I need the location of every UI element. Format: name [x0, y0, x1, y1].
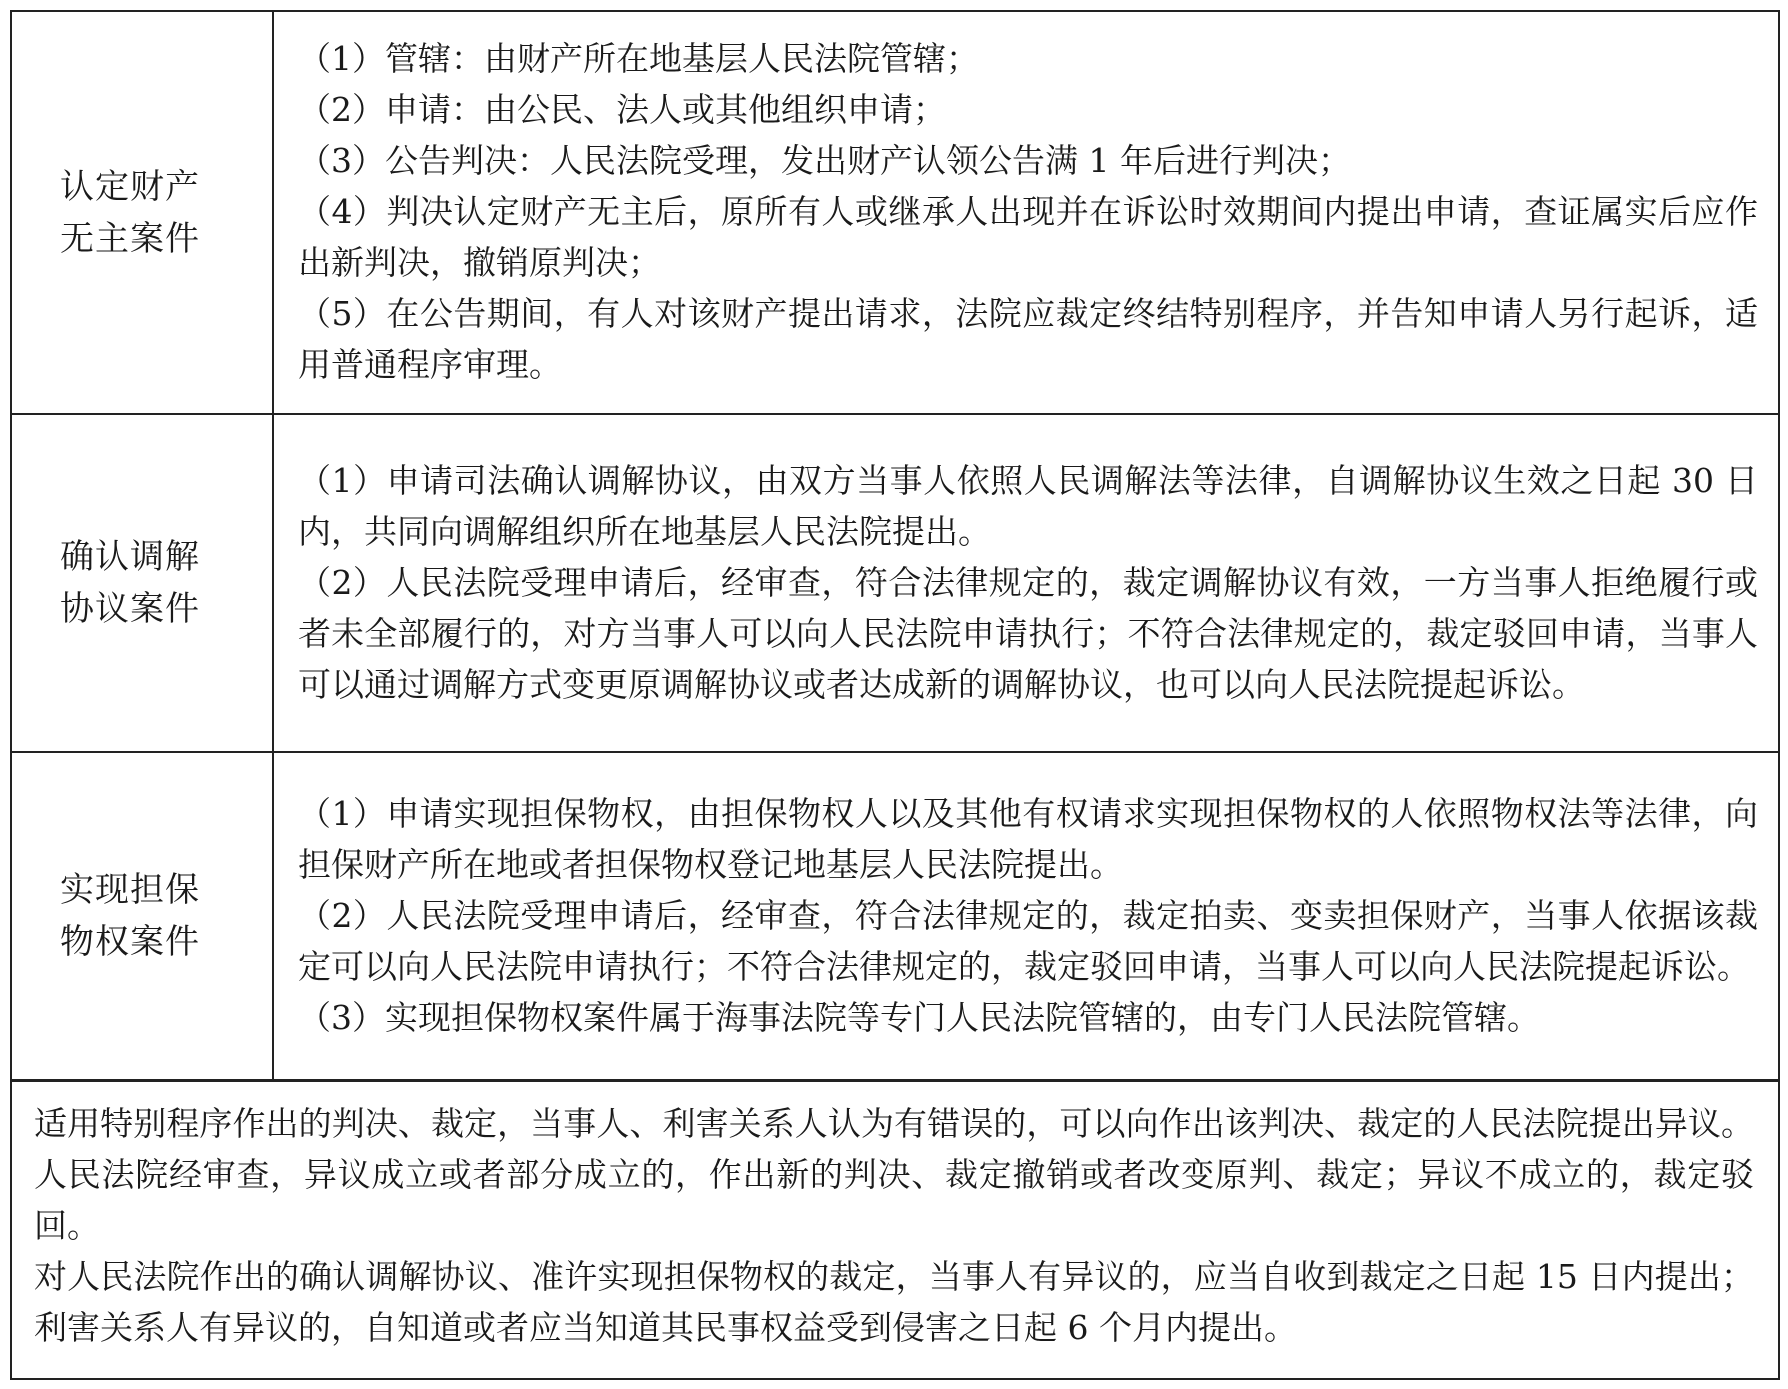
note-paragraph: 对人民法院作出的确认调解协议、准许实现担保物权的裁定，当事人有异议的，应当自收到裁定之日起 15 日内提出；利害关系人有异议的，自知道或者应当知道其民事权益受到侵害之日起 6 个月内提出。: [34, 1257, 1754, 1347]
list-item: （4）判决认定财产无主后，原所有人或继承人出现并在诉讼时效期间内提出申请，查证属实后应作出新判决，撤销原判决；: [298, 192, 1758, 282]
table-row: [12, 414, 1778, 752]
row-label-line: 协议案件: [60, 589, 200, 629]
list-item: （1）管辖：由财产所在地基层人民法院管辖；: [298, 39, 979, 78]
special-procedure-grid: [12, 12, 1778, 1081]
list-item: （2）人民法院受理申请后，经审查，符合法律规定的，裁定拍卖、变卖担保财产，当事人依据该裁定可以向人民法院申请执行；不符合法律规定的，裁定驳回申请，当事人可以向人民法院提起诉讼。: [298, 895, 1758, 986]
table-row: [12, 752, 1778, 1080]
procedure-table: [10, 10, 1780, 1380]
row-label: [12, 752, 273, 1080]
row-label-line: 实现担保: [60, 870, 200, 910]
row-content: [273, 414, 1778, 752]
table-row: [12, 12, 1778, 414]
row-content: [273, 752, 1778, 1080]
row-label-line: 确认调解: [60, 537, 200, 577]
list-item: （2）申请：由公民、法人或其他组织申请；: [298, 90, 946, 129]
note-paragraph: 适用特别程序作出的判决、裁定，当事人、利害关系人认为有错误的，可以向作出该判决、裁定的人民法院提出异议。人民法院经审查，异议成立或者部分成立的，作出新的判决、裁定撤销或者改变原判、裁定；异议不成立的，裁定驳回。: [34, 1104, 1754, 1245]
row-content: [273, 12, 1778, 414]
objection-note: [12, 1080, 1778, 1378]
row-label-line: 无主案件: [60, 218, 200, 259]
list-item: （2）人民法院受理申请后，经审查，符合法律规定的，裁定调解协议有效，一方当事人拒绝履行或者未全部履行的，对方当事人可以向人民法院申请执行；不符合法律规定的，裁定驳回申请，当事人可以通过调解方式变更原调解协议或者达成新的调解协议，也可以向人民法院提起诉讼。: [298, 562, 1758, 704]
list-item: （1）申请实现担保物权，由担保物权人以及其他有权请求实现担保物权的人依照物权法等法律，向担保财产所在地或者担保物权登记地基层人民法院提出。: [298, 793, 1758, 884]
row-label: [12, 12, 273, 414]
list-item: （3）公告判决：人民法院受理，发出财产认领公告满 1 年后进行判决；: [298, 141, 1351, 180]
row-label-line: 认定财产: [60, 166, 200, 207]
row-label-line: 物权案件: [60, 922, 200, 962]
list-item: （3）实现担保物权案件属于海事法院等专门人民法院管辖的，由专门人民法院管辖。: [298, 997, 1540, 1037]
list-item: （5）在公告期间，有人对该财产提出请求，法院应裁定终结特别程序，并告知申请人另行起诉，适用普通程序审理。: [298, 294, 1758, 384]
list-item: （1）申请司法确认调解协议，由双方当事人依照人民调解法等法律，自调解协议生效之日起 30 日内，共同向调解组织所在地基层人民法院提出。: [298, 460, 1758, 551]
row-label: [12, 414, 273, 752]
